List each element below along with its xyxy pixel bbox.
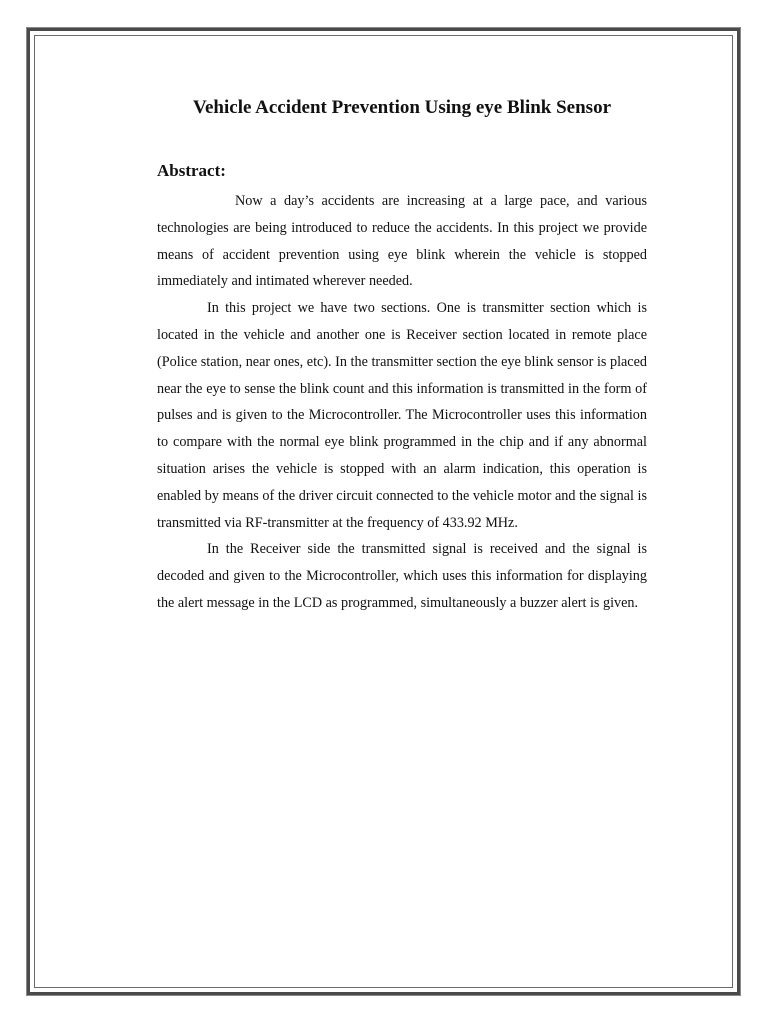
document-content bbox=[157, 92, 647, 617]
abstract-paragraph-3: In the Receiver side the transmitted signal is received and the signal is decoded and given to the Microcontroller, which uses this information for displaying the alert message in the LCD as programmed, simultaneously a buzzer alert is given. bbox=[157, 541, 647, 611]
document-title: Vehicle Accident Prevention Using eye Blink Sensor bbox=[193, 97, 611, 118]
abstract-heading: Abstract: bbox=[157, 161, 226, 180]
abstract-paragraph-2: In this project we have two sections. One is transmitter section which is located in the vehicle and another one is Receiver section located in remote place (Police station, near ones, etc). In the transmitter section the eye blink sensor is placed near the eye to sense the blink count and this information is transmitted in the form of pulses and is given to the Microcontroller. The Microcontroller uses this information to compare with the normal eye blink programmed in the chip and if any abnormal situation arises the vehicle is stopped with an alarm indication, this operation is enabled by means of the driver circuit connected to the vehicle motor and the signal is transmitted via RF-transmitter at the frequency of 433.92 MHz. bbox=[157, 300, 647, 531]
abstract-paragraph-1: Now a day’s accidents are increasing at a large pace, and various technologies are being introduced to reduce the accidents. In this project we provide means of accident prevention using eye blink wherein the vehicle is stopped immediately and intimated wherever needed. bbox=[157, 193, 647, 290]
